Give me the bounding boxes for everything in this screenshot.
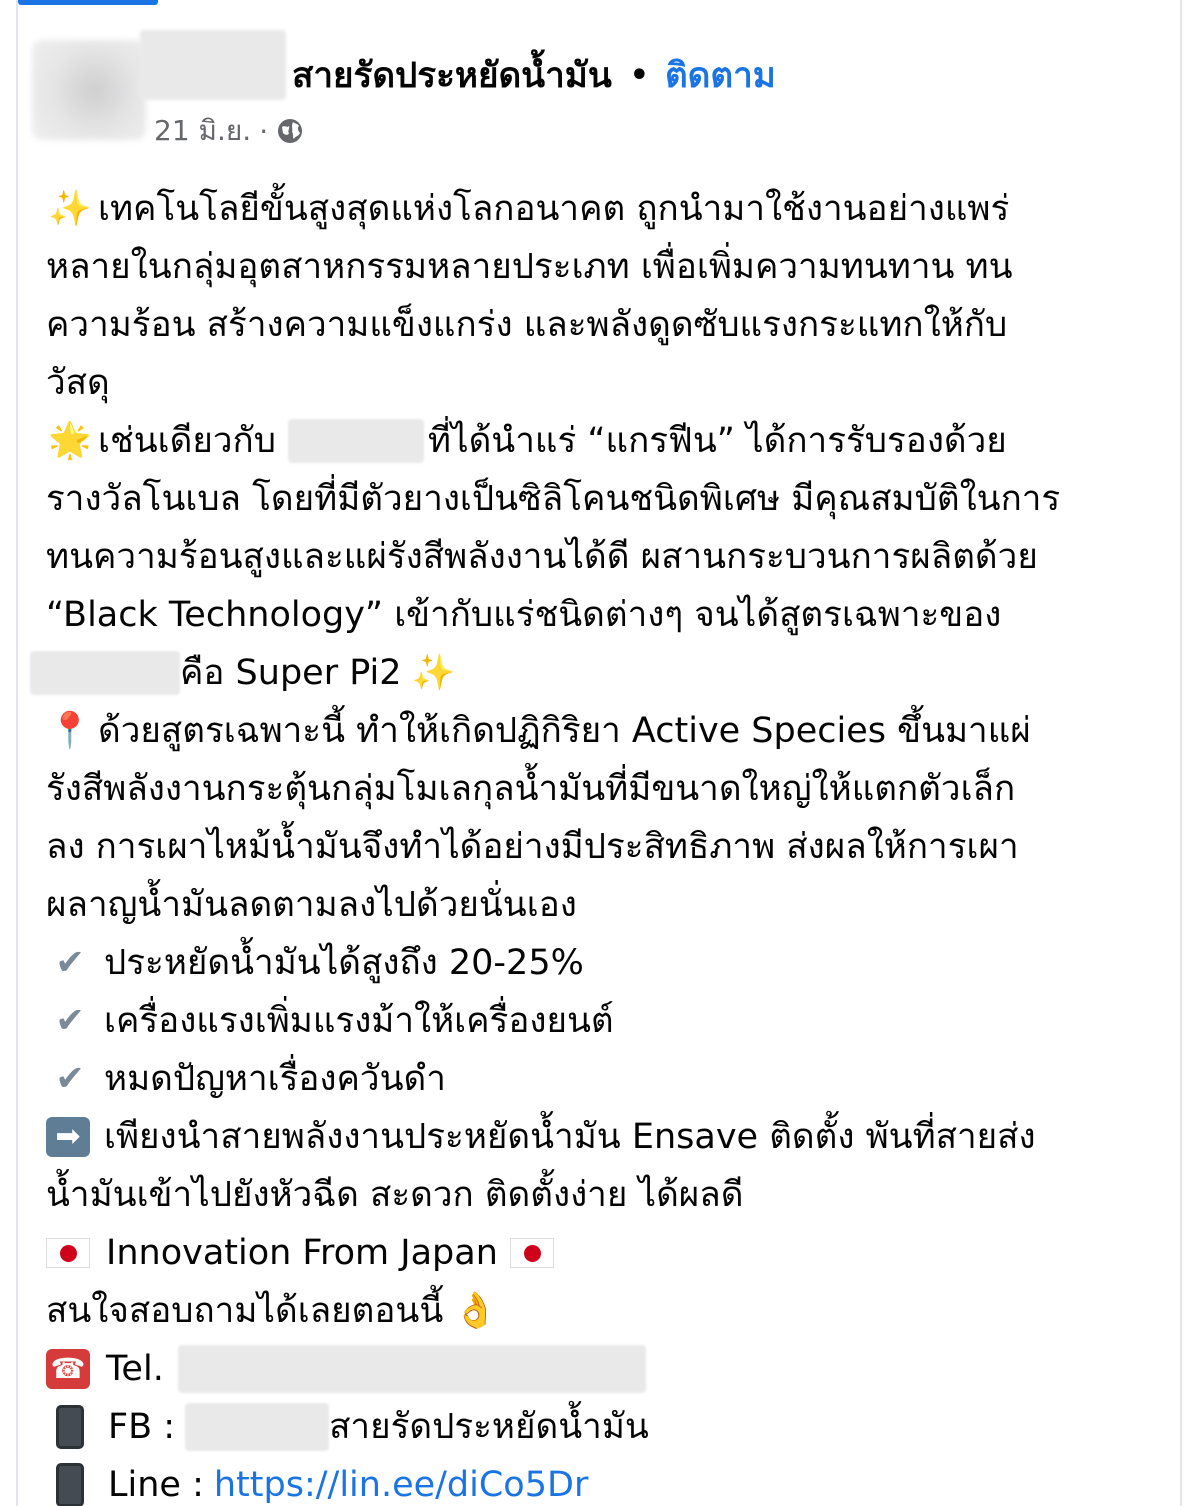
redacted-brand <box>30 651 180 695</box>
post-line-text: เทคโนโลยีขั้นสูงสุดแห่งโลกอนาคต ถูกนำมาใช้งานอย่างแพร่ <box>98 189 1010 229</box>
post-line <box>46 1108 1166 1166</box>
line-url-link[interactable]: https://lin.ee/diCo5Dr <box>213 1465 589 1505</box>
sparkles-icon: ✨ <box>48 189 92 229</box>
post-line-text: Innovation From Japan <box>106 1233 498 1273</box>
redacted-phone-number <box>178 1345 646 1393</box>
post-line-text: หมดปัญหาเรื่องควันดำ <box>104 1059 446 1099</box>
post-line <box>46 992 1166 1050</box>
post-line <box>46 818 1166 876</box>
post-line <box>46 876 1166 934</box>
check-icon: ✔ <box>55 1001 85 1041</box>
follow-button[interactable]: ติดตาม <box>664 55 776 96</box>
mobile-phone-icon <box>56 1405 84 1449</box>
sparkles-icon: ✨ <box>411 653 456 693</box>
japan-flag-icon <box>510 1238 554 1268</box>
post-line-text: รางวัลโนเบล โดยที่มีตัวยางเป็นซิลิโคนชนิดพิเศษ มีคุณสมบัติในการ <box>46 479 1061 519</box>
post-line <box>46 1166 1166 1224</box>
fb-page-name: สายรัดประหยัดน้ำมัน <box>329 1407 649 1447</box>
post-line-text: เช่นเดียวกับ <box>98 421 276 461</box>
post-line <box>46 470 1166 528</box>
line-label: Line : <box>108 1465 204 1505</box>
post-meta <box>154 112 304 150</box>
header-separator: • <box>629 57 649 93</box>
post-line <box>46 702 1166 760</box>
pushpin-icon: 📍 <box>48 711 92 751</box>
post-line <box>46 1224 1166 1282</box>
redacted-brand <box>288 419 424 463</box>
post-line-text: ทนความร้อนสูงและแผ่รังสีพลังงานได้ดี ผสานกระบวนการผลิตด้วย <box>46 537 1038 577</box>
post-line <box>46 412 1166 470</box>
post-line <box>46 354 1166 412</box>
check-icon: ✔ <box>55 1059 85 1099</box>
card-border-right <box>1180 0 1182 1506</box>
post-line-text: เพียงนำสายพลังงานประหยัดน้ำมัน Ensave ติดตั้ง พันที่สายส่ง <box>104 1117 1036 1157</box>
post-line <box>46 180 1166 238</box>
post-line <box>46 1456 1166 1506</box>
post-line-text: น้ำมันเข้าไปยังหัวฉีด สะดวก ติดตั้งง่าย ได้ผลดี <box>46 1175 744 1215</box>
post-line-text: ที่ได้นำแร่ “แกรฟีน” ได้การรับรองด้วย <box>427 421 1007 461</box>
post-line <box>46 1398 1166 1456</box>
post-line-text: ลง การเผาไหม้น้ำมันจึงทำได้อย่างมีประสิทธิภาพ ส่งผลให้การเผา <box>46 827 1019 867</box>
redacted-author-name <box>140 30 286 100</box>
post-line-text: ด้วยสูตรเฉพาะนี้ ทำให้เกิดปฏิกิริยา Active Species ขึ้นมาแผ่ <box>98 711 1031 751</box>
page-name-link[interactable]: สายรัดประหยัดน้ำมัน <box>292 55 612 96</box>
avatar[interactable] <box>32 40 146 140</box>
post-date[interactable]: 21 มิ.ย. <box>154 114 252 147</box>
post-header <box>292 50 776 100</box>
post-line-text: วัสดุ <box>46 363 110 403</box>
post-line-text: ประหยัดน้ำมันได้สูงถึง 20-25% <box>104 943 584 983</box>
post-line-text: ความร้อน สร้างความแข็งแกร่ง และพลังดูดซับแรงกระแทกให้กับ <box>46 305 1008 345</box>
post-line <box>46 934 1166 992</box>
redacted-fb-name <box>185 1403 329 1451</box>
telephone-icon: ☎ <box>46 1349 90 1389</box>
post-line <box>46 760 1166 818</box>
meta-separator: · <box>259 114 269 148</box>
mobile-arrow-icon <box>56 1463 84 1506</box>
post-line-text: รังสีพลังงานกระตุ้นกลุ่มโมเลกุลน้ำมันที่มีขนาดใหญ่ให้แตกตัวเล็ก <box>46 769 1016 809</box>
ok-hand-icon: 👌 <box>453 1291 498 1331</box>
card-border-left <box>16 0 18 1506</box>
post-line-text: “Black Technology” เข้ากับแร่ชนิดต่างๆ จนได้สูตรเฉพาะของ <box>46 595 1002 635</box>
tel-label: Tel. <box>106 1349 164 1389</box>
arrow-right-icon: ➡ <box>46 1117 90 1157</box>
post-text <box>46 180 1166 1506</box>
glowing-star-icon: 🌟 <box>48 421 92 461</box>
globe-icon[interactable] <box>276 117 304 145</box>
check-icon: ✔ <box>55 943 85 983</box>
post-line-text: หลายในกลุ่มอุตสาหกรรมหลายประเภท เพื่อเพิ่มความทนทาน ทน <box>46 247 1013 287</box>
post-line <box>46 644 1166 702</box>
post-line <box>46 528 1166 586</box>
post-line <box>46 1050 1166 1108</box>
post-line-text: คือ Super Pi2 <box>180 653 402 693</box>
post-line <box>46 586 1166 644</box>
post-line <box>46 296 1166 354</box>
post-line-text: เครื่องแรงเพิ่มแรงม้าให้เครื่องยนต์ <box>104 1001 614 1041</box>
tab-indicator <box>18 0 158 5</box>
post-line <box>46 238 1166 296</box>
post-line-text: สนใจสอบถามได้เลยตอนนี้ <box>46 1291 444 1331</box>
fb-label: FB : <box>108 1407 176 1447</box>
japan-flag-icon <box>46 1238 90 1268</box>
post-line-text: ผลาญน้ำมันลดตามลงไปด้วยนั่นเอง <box>46 885 577 925</box>
post-line <box>46 1282 1166 1340</box>
post-line <box>46 1340 1166 1398</box>
